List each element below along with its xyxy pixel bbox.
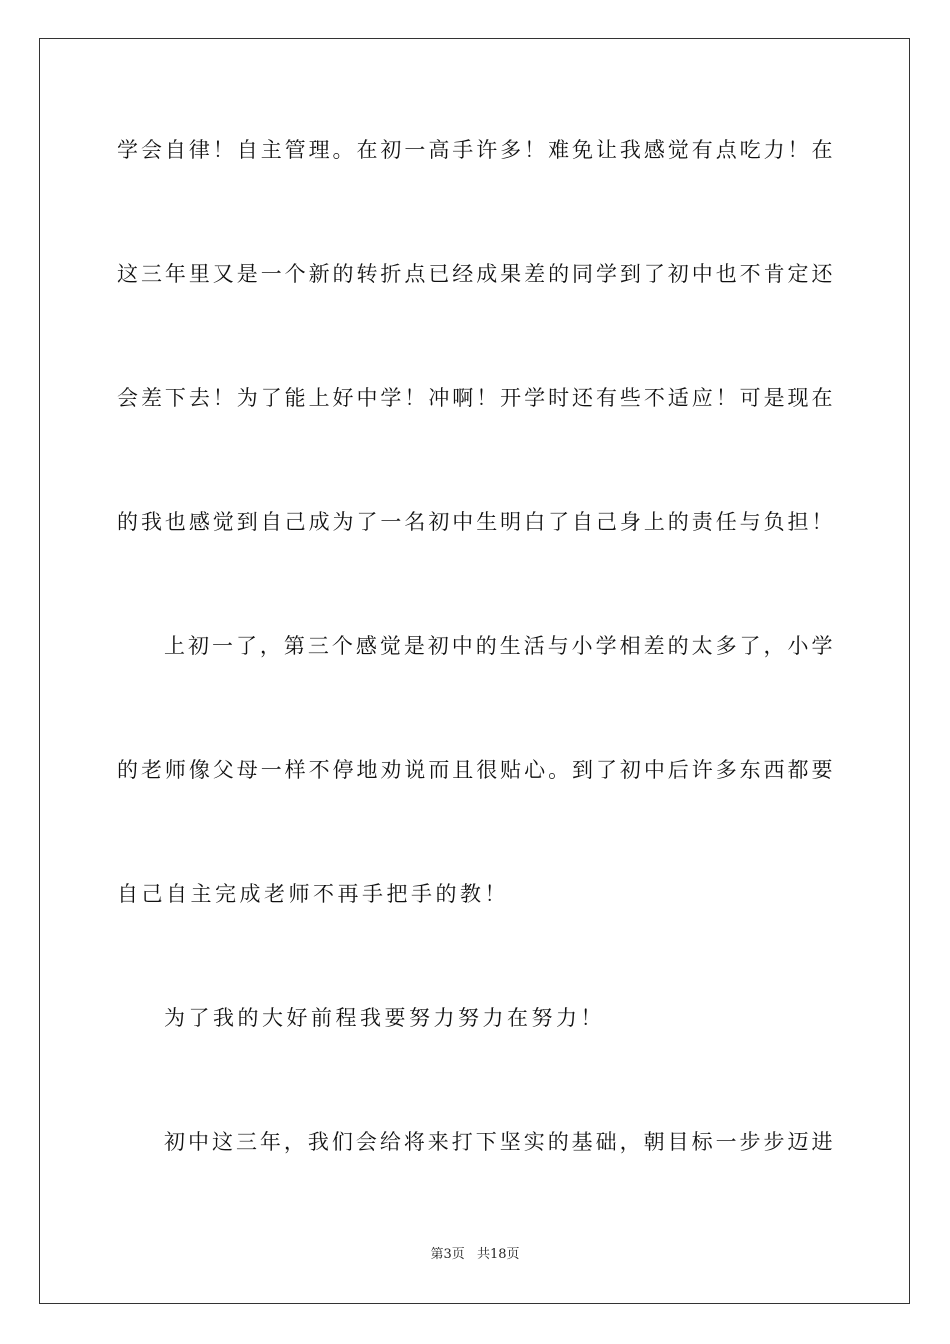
page-footer (0, 1246, 950, 1264)
paragraph-line: 的老师像父母一样不停地劝说而且很贴心。到了初中后许多东西都要 (117, 758, 833, 782)
paragraph-line: 学会自律！自主管理。在初一高手许多！难免让我感觉有点吃力！在 (117, 138, 833, 162)
page-frame (39, 38, 910, 1304)
paragraph-line: 为了我的大好前程我要努力努力在努力！ (164, 1006, 605, 1030)
paragraph-line: 这三年里又是一个新的转折点已经成果差的同学到了初中也不肯定还 (117, 262, 833, 286)
paragraph-line: 的我也感觉到自己成为了一名初中生明白了自己身上的责任与负担！ (117, 510, 833, 534)
page-total: 共18页 (476, 1247, 520, 1262)
paragraph-line: 初中这三年，我们会给将来打下坚实的基础，朝目标一步步迈进 (164, 1130, 833, 1154)
page-number: 第3页 (430, 1247, 465, 1262)
paragraph-line: 自己自主完成老师不再手把手的教！ (117, 882, 509, 906)
paragraph-line: 会差下去！为了能上好中学！冲啊！开学时还有些不适应！可是现在 (117, 386, 833, 410)
paragraph-line: 上初一了，第三个感觉是初中的生活与小学相差的太多了，小学 (164, 634, 833, 658)
